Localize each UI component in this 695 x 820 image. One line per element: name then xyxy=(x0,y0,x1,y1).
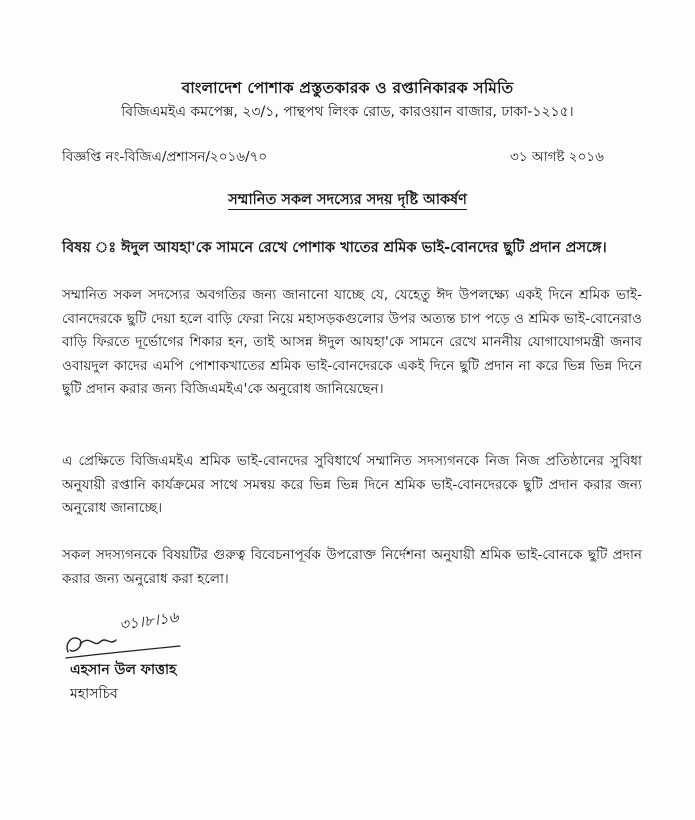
body-paragraph-2: এ প্রেক্ষিতে বিজিএমইএ শ্রমিক ভাই-বোনদের সুবিধার্থে সম্মানিত সদস্যগনকে নিজ নিজ প্রতিষ্ঠানের সুবিধা অনুযায়ী রপ্তানি কার্যক্রমের সাথে সমন্বয় করে ভিন্ন ভিন্ন দিনে শ্রমিক ভাই-বোনদেরকে ছুটি প্রদান করার জন্য অনুরোধ জানাচ্ছে। xyxy=(62,453,642,516)
organization-name: বাংলাদেশ পোশাক প্রস্তুতকারক ও রপ্তানিকারক সমিতি xyxy=(181,79,514,97)
signature-date-text: ৩১।৮।১৬ xyxy=(118,607,180,634)
notice-date: ৩১ আগষ্ট ২০১৬ xyxy=(510,149,604,165)
body-paragraph-1: সম্মানিত সকল সদস্যের অবগতির জন্য জানানো যাচ্ছে যে, যেহেতু ঈদ উপলক্ষ্যে একই দিনে শ্রমিক ভাই-বোনদেরকে ছুটি দেয়া হলে বাড়ি ফেরা নিয়ে মহাসড়কগুলোর উপর অত্যন্ত চাপ পড়ে ও শ্রমিক ভাই-বোনেরাও বাড়ি ফিরতে দূর্ভোগের শিকার হন, তাই আসন্ন ঈদুল আযহা'কে সামনে রেখে মাননীয় যোগাযোগমন্ত্রী জনাব ওবায়দুল কাদের এমপি পোশাকখাতের শ্রমিক ভাই-বোনদেরকে একই দিনে ছুটি প্রদান না করে ভিন্ন ভিন্ন দিনে ছুটি প্রদান করার জন্য বিজিএমইএ'কে অনুরোধ জানিয়েছেন। xyxy=(62,287,642,397)
notice-heading xyxy=(0,189,695,213)
handwritten-signature xyxy=(60,604,200,666)
notice-heading-text: সম্মানিত সকল সদস্যের সদয় দৃষ্টি আকর্ষণ xyxy=(228,192,467,208)
organization-address: বিজিএমইএ কমপেক্স, ২৩/১, পান্থপথ লিংক রোড, কারওয়ান বাজার, ঢাকা-১২১৫। xyxy=(121,104,574,120)
subject-line: বিষয় ঃ ঈদুল আযহা'কে সামনে রেখে পোশাক খাতের শ্রমিক ভাই-বোনদের ছুটি প্রদান প্রসঙ্গে। xyxy=(62,240,607,256)
signer-title: মহাসচিব xyxy=(70,686,118,702)
signer-name: এহসান উল ফাত্তাহ xyxy=(70,662,177,678)
body-paragraph-3: সকল সদস্যগনকে বিষয়টির গুরুত্ব বিবেচনাপূর্বক উপরোক্ত নির্দেশনা অনুযায়ী শ্রমিক ভাই-বোনকে ছুটি প্রদান করার জন্য অনুরোধ করা হলো। xyxy=(62,547,642,587)
reference-number: বিজ্ঞপ্তি নং-বিজিএ/প্রশাসন/২০১৬/৭০ xyxy=(62,149,268,165)
